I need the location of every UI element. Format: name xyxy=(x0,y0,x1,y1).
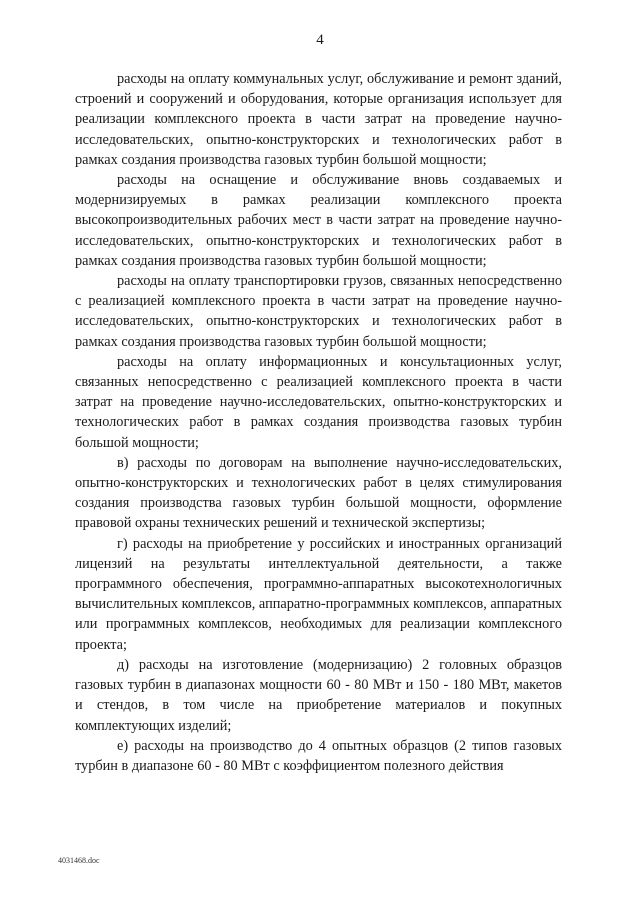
paragraph-item-g: г) расходы на приобретение у российских и иностранных организаций лицензий на результаты интеллектуальной деятельности, а также программного обеспечения, программно-аппаратных высокотехнологичных вычислительных комплексов, аппаратно-программных комплексов, аппаратных или программных комплексов, необходимых для реализации комплексного проекта; xyxy=(75,535,562,653)
footer-filename: 4031468.doc xyxy=(58,856,100,865)
paragraph-transport-costs: расходы на оплату транспортировки грузов, связанных непосредственно с реализацией комплексного проекта в части затрат на проведение научно-исследовательских, опытно-конструкторских и технологических работ в рамках создания производства газовых турбин большой мощности; xyxy=(75,273,562,350)
paragraph-item-v: в) расходы по договорам на выполнение научно-исследовательских, опытно-конструкторских и технологических работ в целях стимулирования создания производства газовых турбин большой мощности, оформление правовой охраны технических решений и технической экспертизы; xyxy=(75,454,562,532)
page-number: 4 xyxy=(316,32,324,48)
paragraph-item-d: д) расходы на изготовление (модернизацию) 2 головных образцов газовых турбин в диапазонах мощности 60 - 80 МВт и 150 - 180 МВт, макетов и стендов, в том числе на приобретение материалов и покупных комплектующих изделий; xyxy=(75,656,562,734)
document-body xyxy=(75,69,562,776)
paragraph-workplace-costs: расходы на оснащение и обслуживание вновь создаваемых и модернизируемых в рамках реализации комплексного проекта высокопроизводительных рабочих мест в части затрат на проведение научно-исследовательских, опытно-конструкторских и технологических работ в рамках создания производства газовых турбин большой мощности; xyxy=(75,172,562,269)
paragraph-consulting-costs: расходы на оплату информационных и консультационных услуг, связанных непосредственно с реализацией комплексного проекта в части затрат на проведение научно-исследовательских, опытно-конструкторских и технологических работ в рамках создания производства газовых турбин большой мощности; xyxy=(75,353,562,451)
paragraph-utilities-costs: расходы на оплату коммунальных услуг, обслуживание и ремонт зданий, строений и сооружений и оборудования, которые организация использует для реализации комплексного проекта в части затрат на проведение научно-исследовательских, опытно-конструкторских и технологических работ в рамках создания производства газовых турбин большой мощности; xyxy=(75,71,562,168)
paragraph-item-e: е) расходы на производство до 4 опытных образцов (2 типов газовых турбин в диапазоне 60 - 80 МВт с коэффициентом полезного действия xyxy=(75,737,562,774)
